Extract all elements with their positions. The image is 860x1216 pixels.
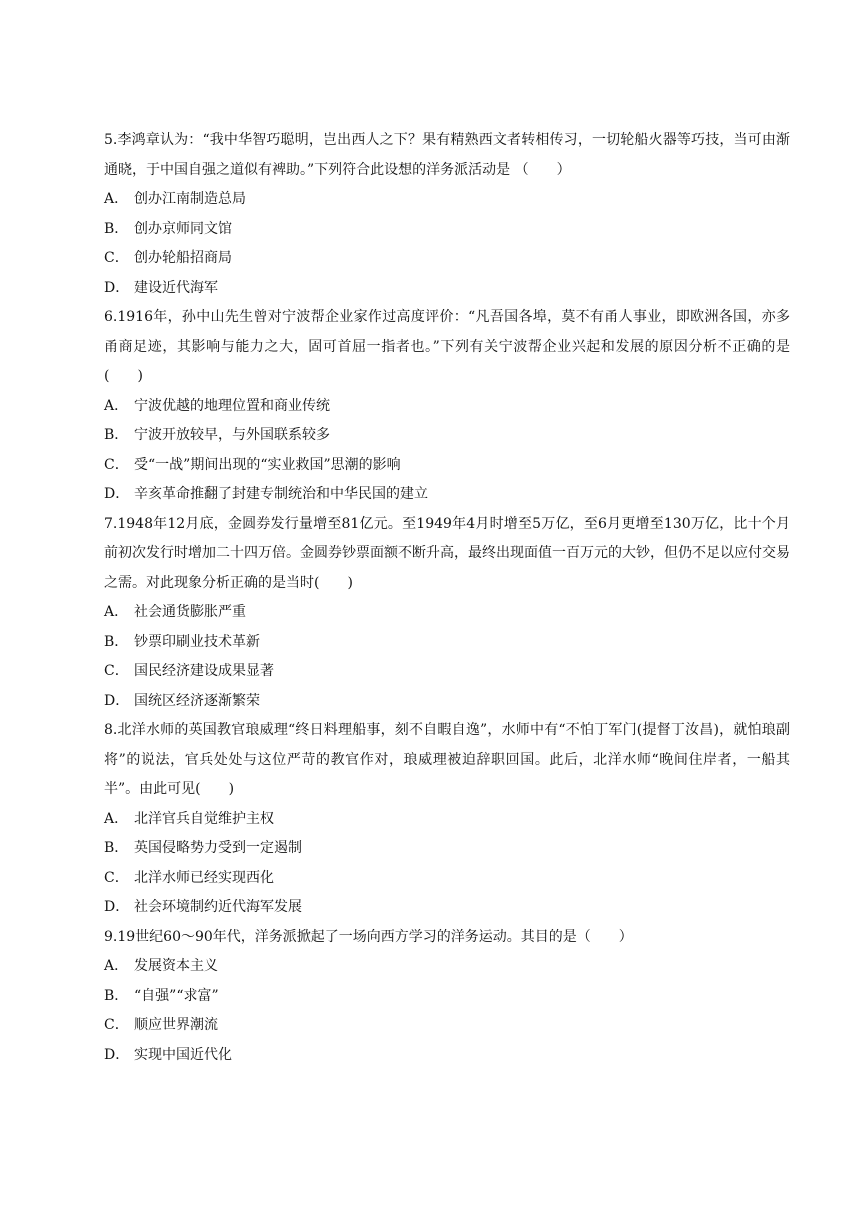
question-stem: 8.北洋水师的英国教官琅威理“终日料理船事，刻不自暇自逸”，水师中有“不怕丁军门(提督丁汝昌)，就怕琅副将”的说法，官兵处处与这位严苛的教官作对，琅威理被迫辞职回国。此后，北洋水师“晚间住岸者，一船其半”。由此可见( ) — [104, 722, 790, 797]
option-text: 宁波优越的地理位置和商业传统 — [134, 397, 330, 414]
option-text: 创办江南制造总局 — [134, 191, 246, 207]
option-text: 顺应世界潮流 — [134, 1017, 218, 1033]
option-c[interactable] — [104, 244, 790, 274]
question-stem: 7.1948年12月底，金圆券发行量增至81亿元。至1949年4月时增至5万亿，至6月更增至130万亿，比十个月前初次发行时增加二十四万倍。金圆券钞票面额不断升高，最终出现面值一百万元的大钞，但仍不足以应付交易之需。对此现象分析正确的是当时( ) — [104, 515, 790, 591]
option-letter: B． — [104, 987, 129, 1004]
option-text: 创办京师同文馆 — [134, 220, 232, 237]
question-stem: 9.19世纪60～90年代，洋务派掀起了一场向西方学习的洋务运动。其目的是（ ） — [104, 928, 633, 945]
option-b[interactable] — [104, 628, 790, 658]
option-a[interactable] — [104, 805, 790, 835]
question-9 — [104, 923, 790, 1071]
option-text: 创办轮船招商局 — [134, 250, 232, 266]
option-letter: A． — [104, 191, 129, 207]
question-stem: 5.李鸿章认为：“我中华智巧聪明，岂出西人之下？果有精熟西文者转相传习，一切轮船火器等巧技，当可由渐通晓，于中国自强之道似有裨助。”下列符合此设想的洋务派活动是 （ ） — [104, 132, 790, 178]
option-c[interactable] — [104, 864, 790, 894]
question-8 — [104, 716, 790, 923]
option-letter: D． — [104, 486, 130, 502]
option-d[interactable] — [104, 1041, 790, 1071]
option-text: 建设近代海军 — [134, 279, 218, 296]
option-letter: B． — [104, 427, 129, 443]
question-6 — [104, 303, 790, 510]
option-letter: D． — [104, 692, 130, 709]
option-letter: D． — [104, 899, 130, 915]
option-a[interactable] — [104, 598, 790, 628]
question-7 — [104, 510, 790, 717]
option-letter: C． — [104, 456, 129, 473]
option-text: 钞票印刷业技术革新 — [134, 633, 260, 650]
option-b[interactable] — [104, 834, 790, 864]
option-a[interactable] — [104, 185, 790, 215]
option-c[interactable] — [104, 1011, 790, 1041]
option-text: 国民经济建设成果显著 — [134, 663, 274, 679]
option-letter: A． — [104, 604, 129, 620]
option-letter: D． — [104, 1046, 130, 1063]
option-b[interactable] — [104, 982, 790, 1012]
option-text: 社会环境制约近代海军发展 — [134, 899, 302, 915]
option-letter: B． — [104, 220, 129, 237]
option-text: 实现中国近代化 — [134, 1046, 232, 1063]
option-c[interactable] — [104, 451, 790, 481]
option-text: “自强”“求富” — [134, 987, 219, 1004]
option-text: 社会通货膨胀严重 — [134, 604, 246, 620]
option-text: 发展资本主义 — [134, 958, 218, 974]
option-c[interactable] — [104, 657, 790, 687]
option-letter: A． — [104, 810, 129, 827]
option-a[interactable] — [104, 392, 790, 422]
option-letter: D． — [104, 279, 130, 296]
option-letter: A． — [104, 397, 129, 414]
option-text: 宁波开放较早，与外国联系较多 — [134, 427, 330, 443]
option-text: 北洋水师已经实现西化 — [134, 869, 274, 886]
option-text: 英国侵略势力受到一定遏制 — [134, 840, 302, 856]
option-letter: C． — [104, 250, 129, 266]
option-letter: C． — [104, 1017, 129, 1033]
option-letter: B． — [104, 633, 129, 650]
option-letter: B． — [104, 840, 129, 856]
option-a[interactable] — [104, 952, 790, 982]
question-stem: 6.1916年，孙中山先生曾对宁波帮企业家作过高度评价：“凡吾国各埠，莫不有甬人事业，即欧洲各国，亦多甬商足迹，其影响与能力之大，固可首屈一指者也。”下列有关宁波帮企业兴起和发展的原因分析不正确的是( ) — [104, 309, 790, 384]
option-b[interactable] — [104, 421, 790, 451]
option-letter: A． — [104, 958, 129, 974]
option-d[interactable] — [104, 687, 790, 717]
question-5 — [104, 126, 790, 303]
option-text: 国统区经济逐渐繁荣 — [134, 692, 260, 709]
option-d[interactable] — [104, 274, 790, 304]
option-text: 受“一战”期间出现的“实业救国”思潮的影响 — [134, 456, 401, 473]
option-letter: C． — [104, 869, 129, 886]
option-d[interactable] — [104, 893, 790, 923]
option-letter: C． — [104, 663, 129, 679]
option-b[interactable] — [104, 215, 790, 245]
option-text: 辛亥革命推翻了封建专制统治和中华民国的建立 — [134, 486, 428, 502]
option-d[interactable] — [104, 480, 790, 510]
option-text: 北洋官兵自觉维护主权 — [134, 810, 274, 827]
